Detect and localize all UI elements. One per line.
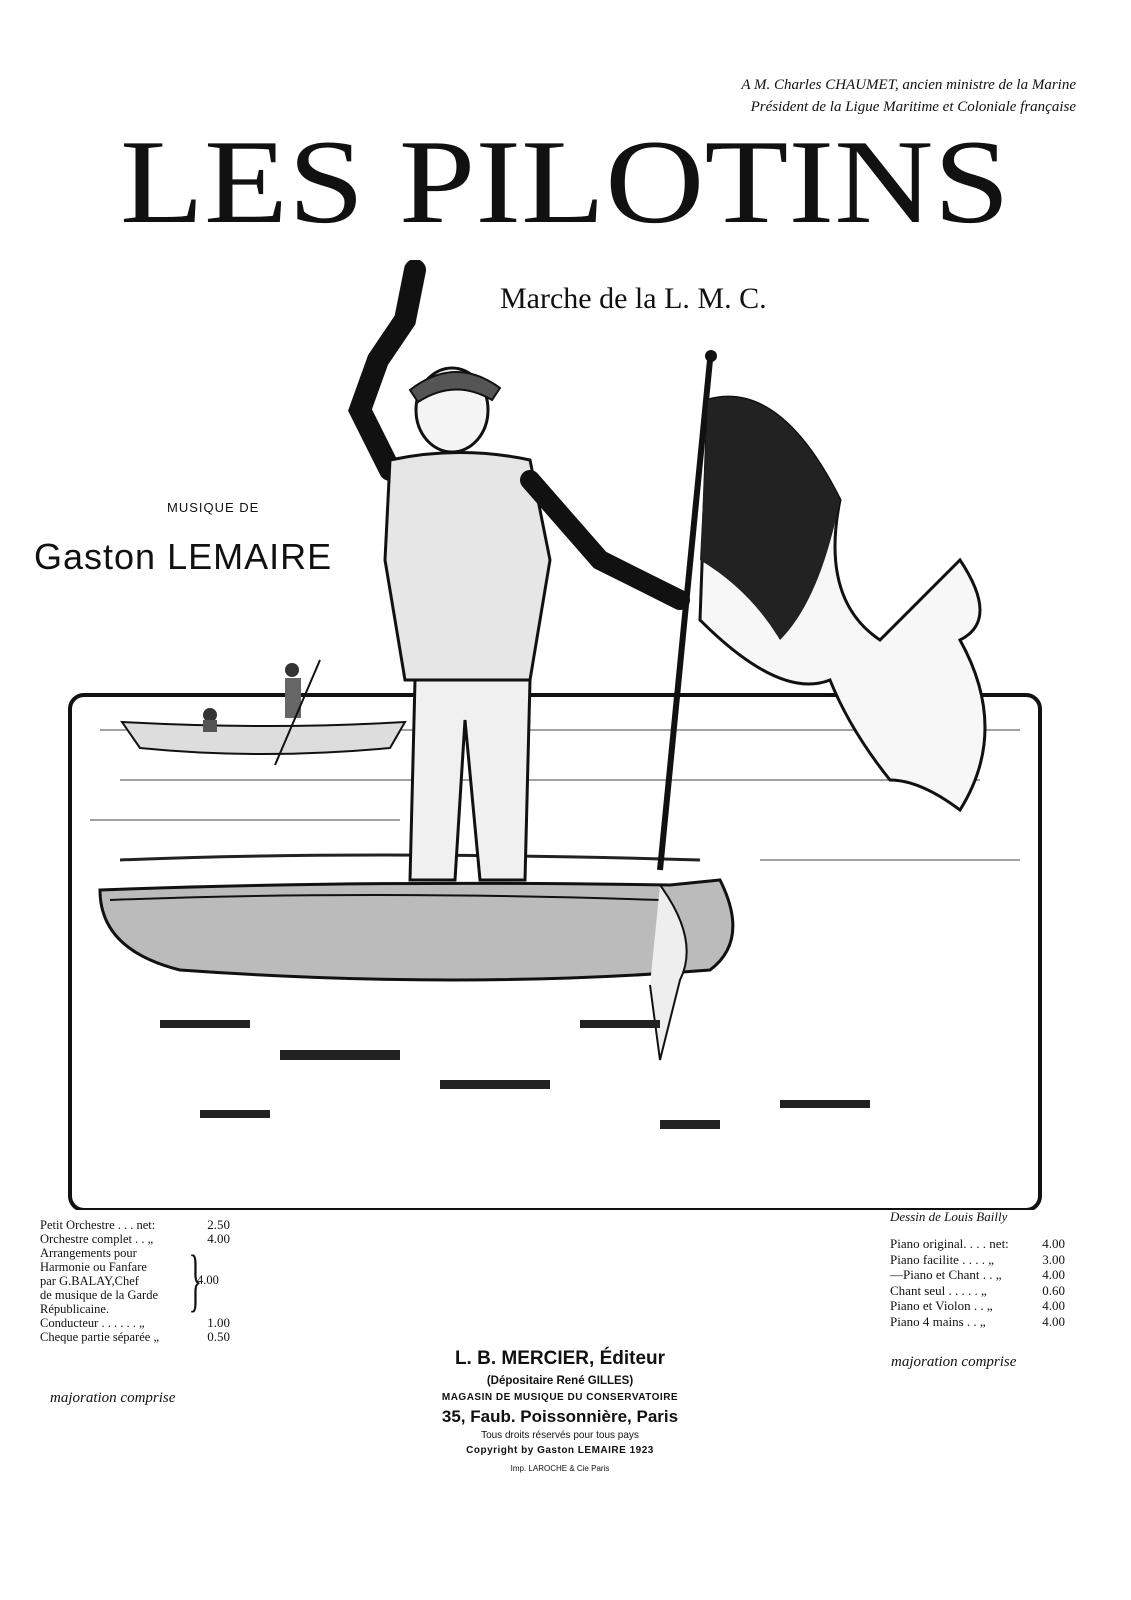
sailor-figure <box>360 270 680 880</box>
publisher-magasin: MAGASIN DE MUSIQUE DU CONSERVATOIRE <box>441 1392 679 1403</box>
illustrator-signature: Dessin de Louis Bailly <box>890 1209 1008 1224</box>
price-row-partie: Cheque partie séparée „ 0.50 <box>40 1329 230 1344</box>
title <box>0 82 1131 262</box>
printer-notice: Imp. LAROCHE & Cie Paris <box>510 1464 610 1473</box>
musique-de-label: MUSIQUE DE <box>167 500 260 515</box>
publisher-depositaire: (Dépositaire René GILLES) <box>486 1375 634 1387</box>
illustration-sailor-boat <box>60 260 1050 1210</box>
copyright-notice: Copyright by Gaston LEMAIRE 1923 <box>466 1445 654 1456</box>
price-row-petit-orchestre: Petit Orchestre . . . net: 2.50 <box>40 1217 230 1232</box>
flag <box>660 350 985 870</box>
subtitle: Marche de la L. M. C. <box>500 282 767 315</box>
composer-name: Gaston LEMAIRE <box>34 536 333 577</box>
background-rowboat <box>122 660 405 765</box>
price-list-right <box>890 1236 1065 1329</box>
price-row-piano-violon: Piano et Violon . . „ 4.00 <box>890 1298 1065 1313</box>
dedication-line-1: A M. Charles CHAUMET, ancien ministre de la Marine <box>741 77 1076 93</box>
price-row-piano-facilite: Piano facilite . . . . „ 3.00 <box>890 1251 1065 1267</box>
majoration-right: majoration comprise <box>891 1354 1017 1370</box>
title-text: LES PILOTINS <box>120 115 1010 248</box>
price-list-left <box>40 1218 230 1344</box>
publisher-block <box>360 1346 760 1480</box>
water-reflections <box>160 1020 870 1129</box>
brace-icon: } <box>188 1242 203 1319</box>
publisher-name: L. B. MERCIER, Éditeur <box>454 1348 666 1369</box>
price-row-arrangements: Arrangements pour Harmonie ou Fanfare par G.BALAY,Chef de musique de la Garde Républicaine. } 4.00 <box>40 1242 219 1319</box>
majoration-left: majoration comprise <box>50 1390 176 1406</box>
dedication-line-2: Président de la Ligue Maritime et Coloniale française <box>750 99 1076 115</box>
rights-notice: Tous droits réservés pour tous pays <box>481 1430 639 1441</box>
price-row-orchestre-complet: Orchestre complet . . „ 4.00 <box>40 1231 230 1246</box>
price-row-piano-4-mains: Piano 4 mains . . „ 4.00 <box>890 1313 1065 1329</box>
price-row-conducteur: Conducteur . . . . . . „ 1.00 <box>40 1315 230 1330</box>
main-rowboat <box>100 855 733 1060</box>
price-row-chant-seul: Chant seul . . . . . „ 0.60 <box>890 1282 1065 1298</box>
price-row-piano-chant: —Piano et Chant . . „ 4.00 <box>890 1267 1065 1282</box>
price-row-piano-original: Piano original. . . . net: 4.00 <box>890 1236 1065 1251</box>
publisher-address: 35, Faub. Poissonnière, Paris <box>441 1407 679 1426</box>
